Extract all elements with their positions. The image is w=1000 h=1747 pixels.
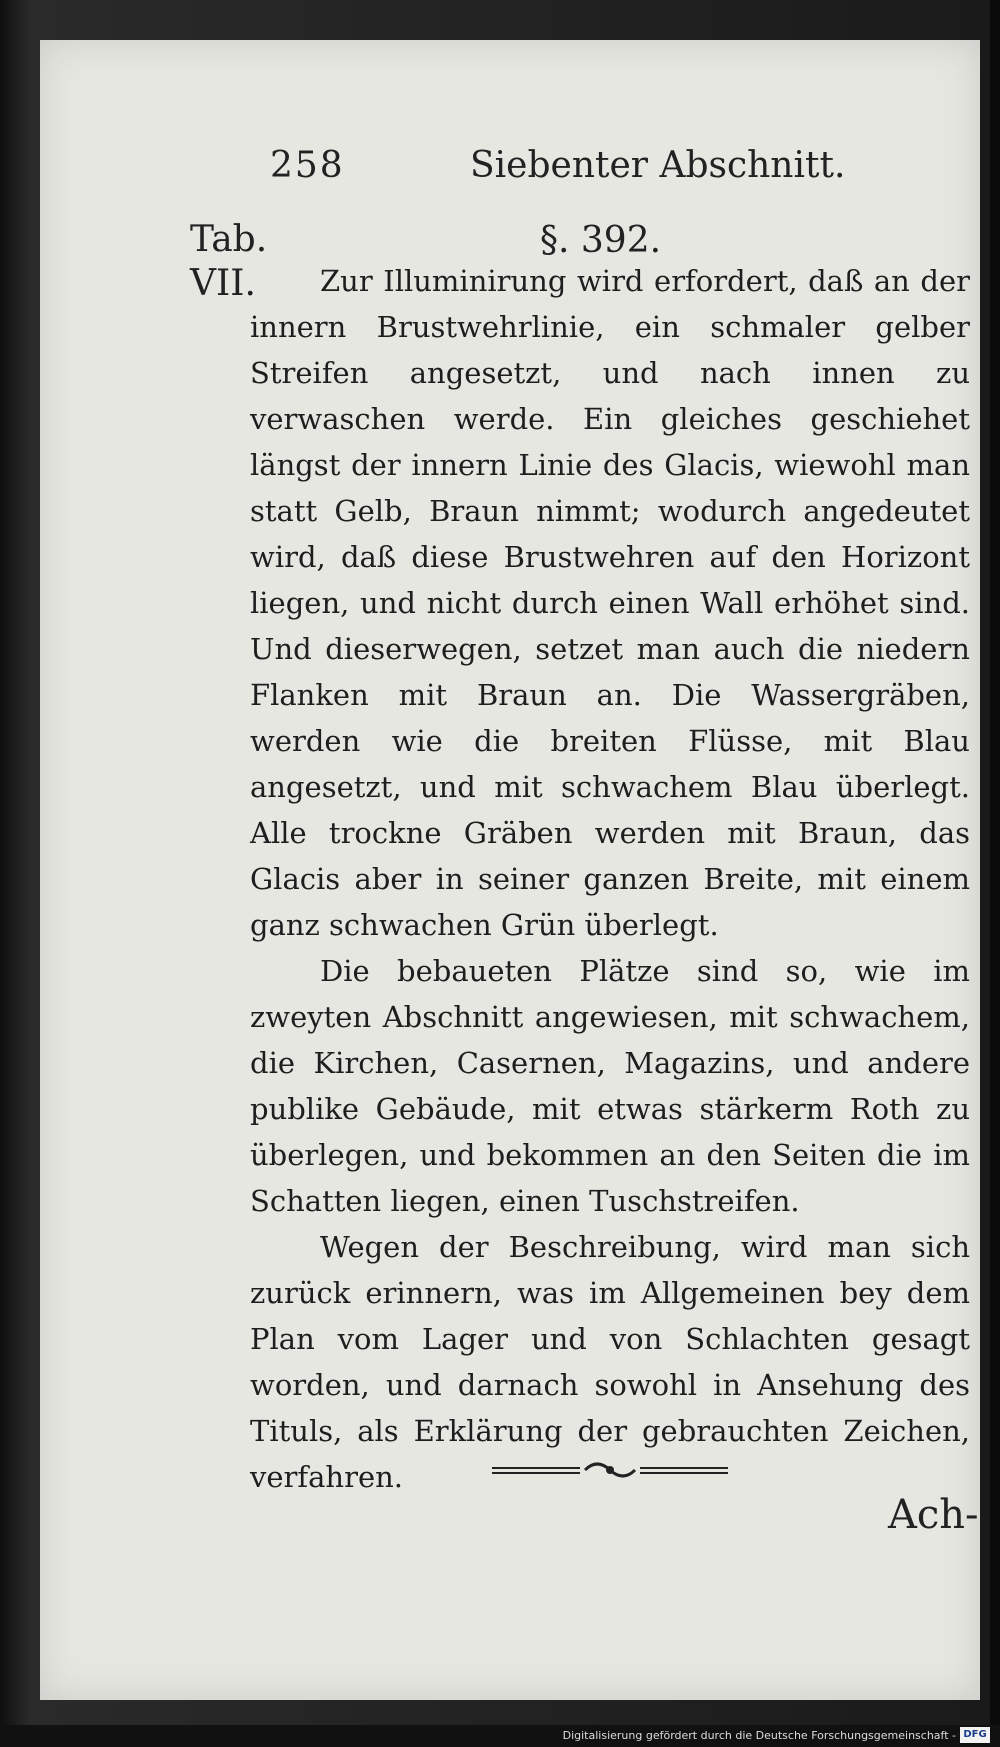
paragraph-2: Die bebaueten Plätze sind so, wie im zweyten Abschnitt angewiesen, mit schwachem, die Kirchen, Casernen, Magazins, und andere publike Gebäude, mit etwas stärkerm Roth zu überlegen, und bekommen an den Seiten die im Schatten liegen, einen Tuschstreifen. (250, 954, 970, 1218)
footer-credit: Digitalisierung gefördert durch die Deutsche Forschungsgemeinschaft - (562, 1729, 956, 1742)
paragraph-1: Zur Illuminirung wird erfordert, daß an der innern Brustwehrlinie, ein schmaler gelber Streifen angesetzt, und nach innen zu verwaschen werde. Ein gleiches geschiehet längst der innern Linie des Glacis, wiewohl man statt Gelb, Braun nimmt; wodurch angedeutet wird, daß diese Brustwehren auf den Horizont liegen, und nicht durch einen Wall erhöhet sind. Und dieserwegen, setzet man auch die niedern Flanken mit Braun an. Die Wassergräben, werden wie die breiten Flüsse, mit Blau angesetzt, und mit schwachem Blau überlegt. Alle trockne Gräben werden mit Braun, das Glacis aber in seiner ganzen Breite, mit einem ganz schwachen Grün überlegt. (250, 264, 970, 942)
scan-edge (990, 0, 1000, 1747)
dfg-logo: DFG (960, 1727, 990, 1743)
running-head: Siebenter Abschnitt. (470, 145, 846, 186)
margin-note-line-1: Tab. (190, 219, 268, 260)
decorative-ornament (490, 1458, 730, 1486)
catchword: Ach- (888, 1492, 979, 1538)
margin-note-line-2: VII. (190, 263, 256, 304)
page-header (40, 145, 980, 195)
paragraph-3: Wegen der Beschreibung, wird man sich zurück erinnern, was im Allgemeinen bey dem Plan vom Lager und von Schlachten gesagt worden, und darnach sowohl in Ansehung des Tituls, als Erklärung der gebrauchten Zeichen, verfahren. (250, 1230, 970, 1494)
body-text (250, 258, 970, 1500)
page-number: 258 (270, 145, 345, 186)
section-number: §. 392. (540, 220, 662, 261)
book-page (40, 40, 980, 1700)
